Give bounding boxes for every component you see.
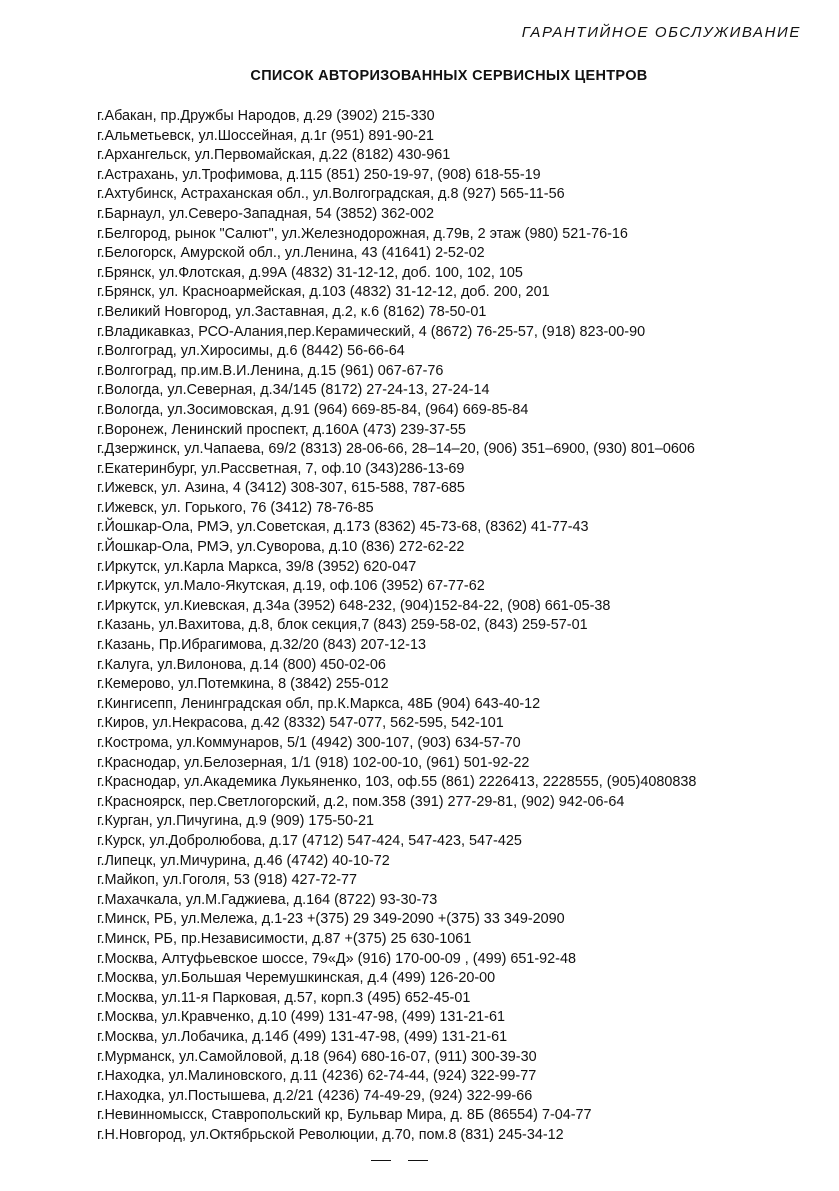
service-center-entry: г.Курск, ул.Добролюбова, д.17 (4712) 547-424, 547-423, 547-425 — [97, 832, 522, 849]
service-center-entry: г.Владикавказ, РСО-Алания,пер.Керамический, 4 (8672) 76-25-57, (918) 823-00-90 — [97, 323, 646, 340]
service-center-entry: г.Киров, ул.Некрасова, д.42 (8332) 547-077, 562-595, 542-101 — [97, 715, 504, 732]
service-center-entry: г.Ахтубинск, Астраханская обл., ул.Волгоградская, д.8 (927) 565-11-56 — [97, 186, 565, 203]
service-center-entry: г.Москва, ул.Кравченко, д.10 (499) 131-47-98, (499) 131-21-61 — [97, 1009, 505, 1026]
service-center-entry: г.Барнаул, ул.Северо-Западная, 54 (3852) 362-002 — [97, 205, 434, 222]
service-center-entry: г.Находка, ул.Постышева, д.2/21 (4236) 74-49-29, (924) 322-99-66 — [97, 1087, 533, 1104]
service-center-entry: г.Красноярск, пер.Светлогорский, д.2, пом.358 (391) 277-29-81, (902) 942-06-64 — [97, 793, 625, 810]
service-center-entry: г.Ижевск, ул. Азина, 4 (3412) 308-307, 615-588, 787-685 — [97, 480, 465, 497]
service-center-entry: г.Казань, Пр.Ибрагимова, д.32/20 (843) 207-12-13 — [97, 637, 426, 654]
service-centers-list — [97, 107, 696, 1145]
service-center-entry: г.Белогорск, Амурской обл., ул.Ленина, 43 (41641) 2-52-02 — [97, 245, 485, 262]
service-center-entry: г.Минск, РБ, ул.Мележа, д.1-23 +(375) 29 349-2090 +(375) 33 349-2090 — [97, 911, 565, 928]
service-center-entry: г.Невинномысск, Ставропольский кр, Бульвар Мира, д. 8Б (86554) 7-04-77 — [97, 1107, 592, 1124]
service-center-entry: г.Брянск, ул.Флотская, д.99А (4832) 31-12-12, доб. 100, 102, 105 — [97, 264, 523, 281]
service-center-entry: г.Астрахань, ул.Трофимова, д.115 (851) 250-19-97, (908) 618-55-19 — [97, 166, 541, 183]
service-center-entry: г.Дзержинск, ул.Чапаева, 69/2 (8313) 28-06-66, 28–14–20, (906) 351–6900, (930) 801–0606 — [97, 441, 695, 458]
service-center-entry: г.Н.Новгород, ул.Октябрьской Революции, д.70, пом.8 (831) 245-34-12 — [97, 1126, 564, 1143]
service-center-entry: г.Волгоград, ул.Хиросимы, д.6 (8442) 56-66-64 — [97, 343, 405, 360]
service-center-entry: г.Кемерово, ул.Потемкина, 8 (3842) 255-012 — [97, 676, 389, 693]
service-center-entry: г.Брянск, ул. Красноармейская, д.103 (4832) 31-12-12, доб. 200, 201 — [97, 284, 550, 301]
service-center-entry: г.Иркутск, ул.Карла Маркса, 39/8 (3952) 620-047 — [97, 558, 417, 575]
service-center-entry: г.Калуга, ул.Вилонова, д.14 (800) 450-02-06 — [97, 656, 386, 673]
service-center-entry: г.Мурманск, ул.Самойловой, д.18 (964) 680-16-07, (911) 300-39-30 — [97, 1048, 537, 1065]
service-center-entry: г.Йошкар-Ола, РМЭ, ул.Суворова, д.10 (836) 272-62-22 — [97, 539, 465, 556]
service-center-entry: г.Иркутск, ул.Киевская, д.34а (3952) 648-232, (904)152-84-22, (908) 661-05-38 — [97, 597, 611, 614]
page-number-marker-left — [371, 1160, 391, 1161]
service-center-entry: г.Минск, РБ, пр.Независимости, д.87 +(375) 25 630-1061 — [97, 930, 472, 947]
service-center-entry: г.Краснодар, ул.Академика Лукьяненко, 103, оф.55 (861) 2226413, 2228555, (905)4080838 — [97, 774, 697, 791]
service-center-entry: г.Майкоп, ул.Гоголя, 53 (918) 427-72-77 — [97, 872, 358, 889]
service-center-entry: г.Кострома, ул.Коммунаров, 5/1 (4942) 300-107, (903) 634-57-70 — [97, 735, 521, 751]
section-header-label: ГАРАНТИЙНОЕ ОБСЛУЖИВАНИЕ — [521, 24, 801, 41]
service-center-entry: г.Архангельск, ул.Первомайская, д.22 (8182) 430-961 — [97, 147, 451, 164]
service-center-entry: г.Воронеж, Ленинский проспект, д.160А (473) 239-37-55 — [97, 421, 466, 438]
service-center-entry: г.Вологда, ул.Зосимовская, д.91 (964) 669-85-84, (964) 669-85-84 — [97, 401, 529, 418]
service-center-entry: г.Махачкала, ул.М.Гаджиева, д.164 (8722) 93-30-73 — [97, 891, 438, 908]
service-center-entry: г.Москва, Алтуфьевское шоссе, 79«Д» (916) 170-00-09 , (499) 651-92-48 — [97, 950, 576, 967]
service-center-entry: г.Москва, ул.Большая Черемушкинская, д.4 (499) 126-20-00 — [97, 970, 496, 987]
service-center-entry: г.Волгоград, пр.им.В.И.Ленина, д.15 (961) 067-67-76 — [97, 362, 444, 379]
service-center-entry: г.Кингисепп, Ленинградская обл, пр.К.Маркса, 48Б (904) 643-40-12 — [97, 695, 541, 712]
service-center-entry: г.Иркутск, ул.Мало-Якутская, д.19, оф.106 (3952) 67-77-62 — [97, 578, 485, 595]
service-center-entry: г.Йошкар-Ола, РМЭ, ул.Советская, д.173 (8362) 45-73-68, (8362) 41-77-43 — [97, 519, 589, 536]
service-center-entry: г.Альметьевск, ул.Шоссейная, д.1г (951) 891-90-21 — [97, 127, 434, 144]
service-center-entry: г.Курган, ул.Пичугина, д.9 (909) 175-50-21 — [97, 813, 374, 830]
service-center-entry: г.Находка, ул.Малиновского, д.11 (4236) 62-74-44, (924) 322-99-77 — [97, 1068, 537, 1085]
service-center-entry: г.Краснодар, ул.Белозерная, 1/1 (918) 102-00-10, (961) 501-92-22 — [97, 754, 530, 771]
service-center-entry: г.Липецк, ул.Мичурина, д.46 (4742) 40-10-72 — [97, 852, 390, 869]
service-center-entry: г.Екатеринбург, ул.Рассветная, 7, оф.10 (343)286-13-69 — [97, 460, 465, 477]
service-center-entry: г.Москва, ул.11-я Парковая, д.57, корп.3 (495) 652-45-01 — [97, 989, 471, 1006]
service-center-entry: г.Казань, ул.Вахитова, д.8, блок секция,7 (843) 259-58-02, (843) 259-57-01 — [97, 617, 588, 634]
page-title: СПИСОК АВТОРИЗОВАННЫХ СЕРВИСНЫХ ЦЕНТРОВ — [250, 68, 648, 84]
service-center-entry: г.Вологда, ул.Северная, д.34/145 (8172) 27-24-13, 27-24-14 — [97, 382, 490, 399]
service-center-entry: г.Абакан, пр.Дружбы Народов, д.29 (3902) 215-330 — [97, 108, 435, 124]
service-center-entry: г.Великий Новгород, ул.Заставная, д.2, к.6 (8162) 78-50-01 — [97, 303, 487, 320]
service-center-entry: г.Белгород, рынок "Салют", ул.Железнодорожная, д.79в, 2 этаж (980) 521-76-16 — [97, 225, 628, 242]
service-center-entry: г.Ижевск, ул. Горького, 76 (3412) 78-76-85 — [97, 499, 374, 516]
service-center-entry: г.Москва, ул.Лобачика, д.14б (499) 131-47-98, (499) 131-21-61 — [97, 1028, 508, 1045]
page-number-marker-right — [408, 1160, 428, 1161]
